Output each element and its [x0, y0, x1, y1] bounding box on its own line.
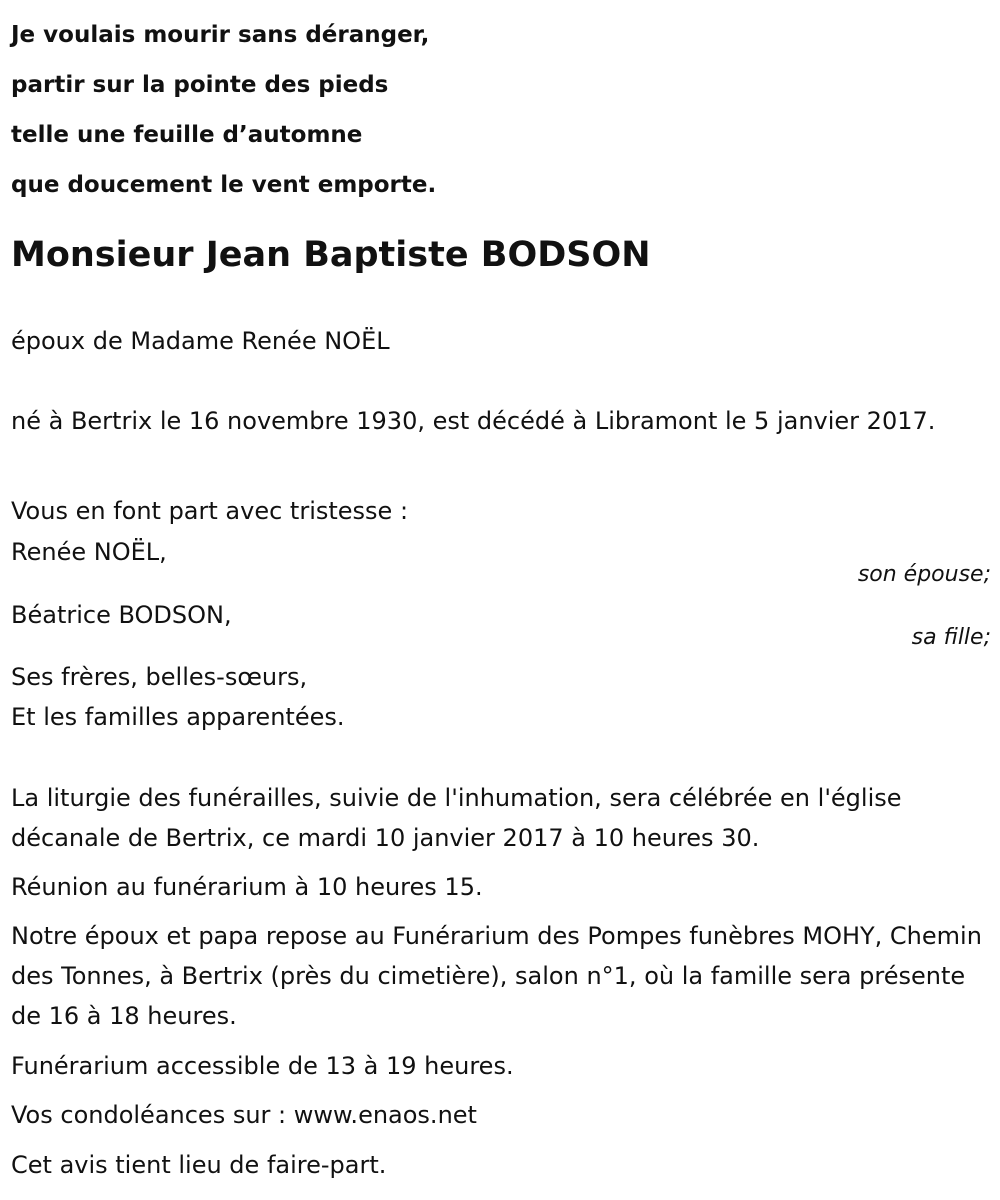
poem [11, 10, 436, 210]
family-member-role: son épouse; [857, 562, 991, 587]
poem-line: telle une feuille d’automne [11, 122, 363, 148]
family-others-line: Ses frères, belles-sœurs, [11, 663, 308, 691]
poem-line: partir sur la pointe des pieds [11, 72, 389, 98]
meeting-text: Réunion au funérarium à 10 heures 15. [11, 873, 483, 901]
birth-death-text: né à Bertrix le 16 novembre 1930, est décédé à Libramont le 5 janvier 2017. [11, 407, 936, 435]
family-member-name: Béatrice BODSON, [11, 601, 232, 629]
condolences-text: Vos condoléances sur : www.enaos.net [11, 1101, 477, 1129]
poem-line: Je voulais mourir sans déranger, [11, 22, 430, 48]
family-intro: Vous en font part avec tristesse : [11, 497, 409, 525]
notice-text: Cet avis tient lieu de faire-part. [11, 1151, 387, 1179]
family-member-role: sa fille; [911, 625, 991, 650]
rest-location-text: Notre époux et papa repose au Funérarium des Pompes funèbres MOHY, Chemin des Tonnes, à Bertrix (près du cimetière), salon n°1, où la famille sera présente de 16 à 18 heures. [11, 922, 982, 1030]
funerarium-hours-text: Funérarium accessible de 13 à 19 heures. [11, 1052, 514, 1080]
poem-line: que doucement le vent emporte. [11, 172, 437, 198]
deceased-name: Monsieur Jean Baptiste BODSON [11, 235, 651, 275]
spouse-line: époux de Madame Renée NOËL [11, 327, 390, 355]
liturgy-text: La liturgie des funérailles, suivie de l'inhumation, sera célébrée en l'église décanale de Bertrix, ce mardi 10 janvier 2017 à 10 heures 30. [11, 784, 902, 852]
family-others-line: Et les familles apparentées. [11, 703, 345, 731]
family-member-name: Renée NOËL, [11, 538, 167, 566]
